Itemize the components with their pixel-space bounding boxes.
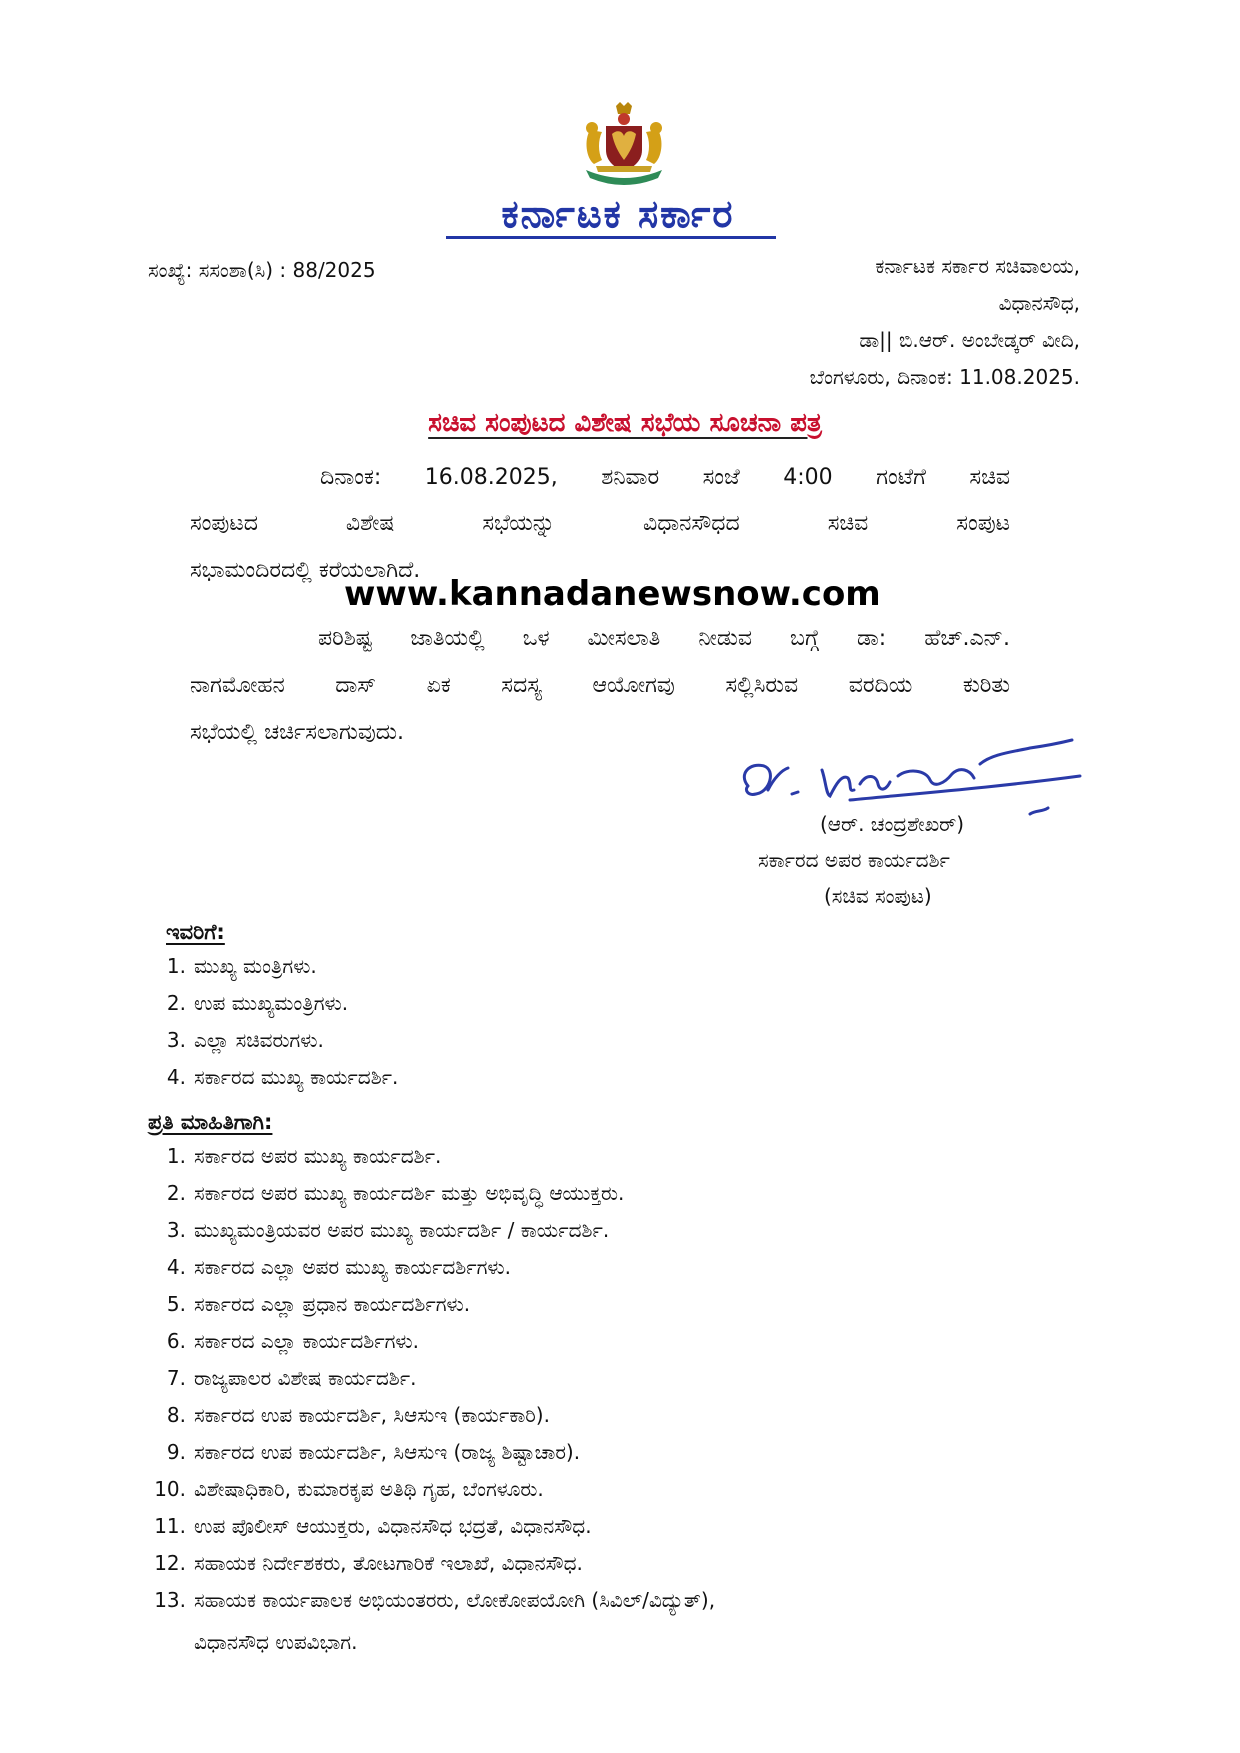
title-underline (446, 236, 776, 239)
address-line-2: ವಿಧಾನಸೌಧ, (998, 291, 1080, 315)
recipients-list (150, 954, 910, 1102)
copy-to-item-13-continuation: ವಿಧಾನಸೌಧ ಉಪವಿಭಾಗ. (194, 1630, 358, 1654)
list-item: 2. ಉಪ ಮುಖ್ಯಮಂತ್ರಿಗಳು. (166, 991, 349, 1015)
signatory-name: (ಆರ್. ಚಂದ್ರಶೇಖರ್) (820, 812, 965, 836)
government-title: ಕರ್ನಾಟಕ ಸರ್ಕಾರ (501, 192, 735, 236)
recipients-heading: ಇವರಿಗೆ: (166, 920, 225, 944)
list-item: 7. ರಾಜ್ಯಪಾಲರ ವಿಶೇಷ ಕಾರ್ಯದರ್ಶಿ. (166, 1366, 417, 1390)
address-date-line: ಬೆಂಗಳೂರು, ದಿನಾಂಕ: 11.08.2025. (809, 365, 1080, 389)
body-para2-line2: ನಾಗಮೋಹನ ದಾಸ್ ಏಕ ಸದಸ್ಯ ಆಯೋಗವು ಸಲ್ಲಿಸಿರುವ ವರದಿಯ ಕುರಿತು (190, 673, 1010, 698)
list-item: 1. ಸರ್ಕಾರದ ಅಪರ ಮುಖ್ಯ ಕಾರ್ಯದರ್ಶಿ. (166, 1144, 442, 1168)
address-line-1: ಕರ್ನಾಟಕ ಸರ್ಕಾರ ಸಚಿವಾಲಯ, (875, 254, 1080, 278)
body-para1-line1: ದಿನಾಂಕ: 16.08.2025, ಶನಿವಾರ ಸಂಜೆ 4:00 ಗಂಟೆಗೆ ಸಚಿವ (320, 465, 1010, 490)
list-item: 9. ಸರ್ಕಾರದ ಉಪ ಕಾರ್ಯದರ್ಶಿ, ಸಿಆಸುಇ (ರಾಜ್ಯ ಶಿಷ್ಟಾಚಾರ). (166, 1440, 581, 1464)
reference-number: ಸಂಖ್ಯೆ: ಸಸಂಶಾ(ಸಿ) : 88/2025 (148, 258, 376, 282)
list-item: 8. ಸರ್ಕಾರದ ಉಪ ಕಾರ್ಯದರ್ಶಿ, ಸಿಆಸುಇ (ಕಾರ್ಯಕಾರಿ). (166, 1403, 550, 1427)
list-item: 1. ಮುಖ್ಯ ಮಂತ್ರಿಗಳು. (166, 954, 317, 978)
list-item: 4. ಸರ್ಕಾರದ ಮುಖ್ಯ ಕಾರ್ಯದರ್ಶಿ. (166, 1065, 399, 1089)
list-item: 3. ಎಲ್ಲಾ ಸಚಿವರುಗಳು. (166, 1028, 324, 1052)
list-item: 13. ಸಹಾಯಕ ಕಾರ್ಯಪಾಲಕ ಅಭಿಯಂತರರು, ಲೋಕೋಪಯೋಗಿ (ಸಿವಿಲ್/ವಿದ್ಯುತ್), (154, 1588, 716, 1612)
copy-to-heading: ಪ್ರತಿ ಮಾಹಿತಿಗಾಗಿ: (148, 1110, 273, 1134)
address-line-3: ಡಾ|| ಬಿ.ಆರ್. ಅಂಬೇಡ್ಕರ್ ವೀದಿ, (859, 328, 1080, 352)
signatory-department: (ಸಚಿವ ಸಂಪುಟ) (824, 884, 932, 908)
watermark-text: www.kannadanewsnow.com (344, 574, 881, 614)
copy-to-list (150, 1144, 1050, 1625)
body-para1-line2: ಸಂಪುಟದ ವಿಶೇಷ ಸಭೆಯನ್ನು ವಿಧಾನಸೌಧದ ಸಚಿವ ಸಂಪುಟ (190, 511, 1010, 536)
list-item: 5. ಸರ್ಕಾರದ ಎಲ್ಲಾ ಪ್ರಧಾನ ಕಾರ್ಯದರ್ಶಿಗಳು. (166, 1292, 471, 1316)
subject-title: ಸಚಿವ ಸಂಪುಟದ ವಿಶೇಷ ಸಭೆಯ ಸೂಚನಾ ಪತ್ರ (428, 408, 822, 438)
list-item: 4. ಸರ್ಕಾರದ ಎಲ್ಲಾ ಅಪರ ಮುಖ್ಯ ಕಾರ್ಯದರ್ಶಿಗಳು. (166, 1255, 511, 1279)
list-item: 10. ವಿಶೇಷಾಧಿಕಾರಿ, ಕುಮಾರಕೃಪ ಅತಿಥಿ ಗೃಹ, ಬೆಂಗಳೂರು. (154, 1477, 544, 1501)
list-item: 11. ಉಪ ಪೊಲೀಸ್ ಆಯುಕ್ತರು, ವಿಧಾನಸೌಧ ಭದ್ರತೆ, ವಿಧಾನಸೌಧ. (154, 1514, 592, 1538)
signatory-designation: ಸರ್ಕಾರದ ಅಪರ ಕಾರ್ಯದರ್ಶಿ (758, 848, 950, 872)
karnataka-state-emblem-icon (576, 100, 672, 190)
list-item: 2. ಸರ್ಕಾರದ ಅಪರ ಮುಖ್ಯ ಕಾರ್ಯದರ್ಶಿ ಮತ್ತು ಅಭಿವೃದ್ಧಿ ಆಯುಕ್ತರು. (166, 1181, 625, 1205)
body-para2-line1: ಪರಿಶಿಷ್ಟ ಜಾತಿಯಲ್ಲಿ ಒಳ ಮೀಸಲಾತಿ ನೀಡುವ ಬಗ್ಗೆ ಡಾ: ಹೆಚ್.ಎನ್. (318, 626, 1010, 651)
list-item: 6. ಸರ್ಕಾರದ ಎಲ್ಲಾ ಕಾರ್ಯದರ್ಶಿಗಳು. (166, 1329, 419, 1353)
body-para1-line3: ಸಭಾಮಂದಿರದಲ್ಲಿ ಕರೆಯಲಾಗಿದೆ. (190, 558, 421, 583)
list-item: 12. ಸಹಾಯಕ ನಿರ್ದೇಶಕರು, ತೋಟಗಾರಿಕೆ ಇಲಾಖೆ, ವಿಧಾನಸೌಧ. (154, 1551, 583, 1575)
list-item: 3. ಮುಖ್ಯಮಂತ್ರಿಯವರ ಅಪರ ಮುಖ್ಯ ಕಾರ್ಯದರ್ಶಿ / ಕಾರ್ಯದರ್ಶಿ. (166, 1218, 610, 1242)
body-para2-line3: ಸಭೆಯಲ್ಲಿ ಚರ್ಚಿಸಲಾಗುವುದು. (190, 720, 405, 745)
